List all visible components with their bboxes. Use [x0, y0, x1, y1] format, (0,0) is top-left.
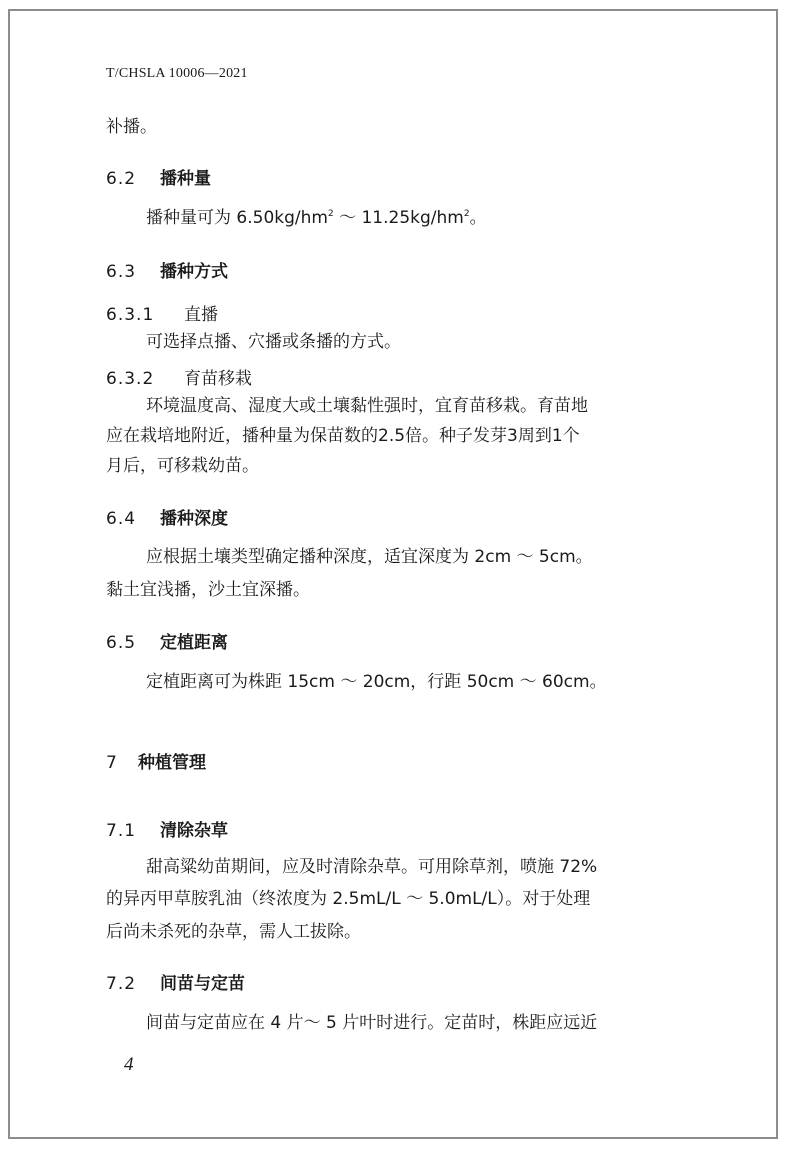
- section-7-2-line1: 间苗与定苗应在 4 片～ 5 片叶时进行。定苗时，株距应远近: [146, 1013, 598, 1033]
- section-title: 育苗移栽: [184, 369, 252, 389]
- section-number: 6.3: [106, 262, 137, 282]
- section-6-3-2-line3: 月后，可移栽幼苗。: [106, 456, 259, 476]
- section-number: 6.4: [106, 509, 137, 529]
- section-6-3-2-line1: 环境温度高、湿度大或土壤黏性强时，宜育苗移栽。育苗地: [146, 396, 588, 416]
- section-title: 播种深度: [160, 509, 228, 529]
- section-number: 7.2: [106, 974, 137, 994]
- section-number: 6.2: [106, 169, 137, 189]
- page-number: 4: [124, 1054, 134, 1075]
- section-6-2-text: 播种量可为 $6.50kg/hm^2$ ～ $11.25kg/hm^2$。: [146, 208, 487, 228]
- section-number: 7: [106, 753, 118, 773]
- section-number: 6.5: [106, 633, 137, 653]
- section-6-3-1-text: 可选择点播、穴播或条播的方式。: [146, 332, 401, 352]
- section-title: 直播: [184, 305, 218, 325]
- section-6-4-line1: 应根据土壤类型确定播种深度，适宜深度为 2cm ～ 5cm。: [146, 547, 593, 567]
- section-title: 间苗与定苗: [160, 974, 245, 994]
- section-6-4-line2: 黏土宜浅播，沙土宜深播。: [106, 580, 310, 600]
- section-6-2-heading: [106, 164, 211, 189]
- section-6-3-heading: [106, 257, 228, 282]
- section-number: 6.3.1: [106, 305, 155, 325]
- section-title: 定植距离: [160, 633, 228, 653]
- section-title: 种植管理: [138, 753, 206, 773]
- section-7-1-heading: [106, 816, 228, 841]
- section-6-4-heading: [106, 504, 228, 529]
- section-6-5-heading: [106, 628, 228, 653]
- intro-tail-text: 补播。: [106, 117, 157, 137]
- section-7-2-heading: [106, 969, 245, 994]
- section-6-5-text: 定植距离可为株距 15cm ～ 20cm，行距 50cm ～ 60cm。: [146, 672, 607, 692]
- section-7-1-line2: 的异丙甲草胺乳油（终浓度为 2.5mL/L ～ 5.0mL/L）。对于处理: [106, 889, 591, 909]
- section-7-1-line3: 后尚未杀死的杂草，需人工拔除。: [106, 922, 361, 942]
- section-title: 清除杂草: [160, 821, 228, 841]
- section-title: 播种方式: [160, 262, 228, 282]
- section-number: 7.1: [106, 821, 137, 841]
- section-7-heading: [106, 748, 206, 773]
- document-code: T/CHSLA 10006—2021: [106, 66, 248, 81]
- section-6-3-2-line2: 应在栽培地附近，播种量为保苗数的2.5倍。种子发芽3周到1个: [106, 426, 580, 446]
- section-7-1-line1: 甜高粱幼苗期间，应及时清除杂草。可用除草剂，喷施 72%: [146, 857, 598, 877]
- section-6-3-1-heading: [106, 300, 218, 325]
- section-6-3-2-heading: [106, 364, 252, 389]
- section-title: 播种量: [160, 169, 211, 189]
- section-number: 6.3.2: [106, 369, 155, 389]
